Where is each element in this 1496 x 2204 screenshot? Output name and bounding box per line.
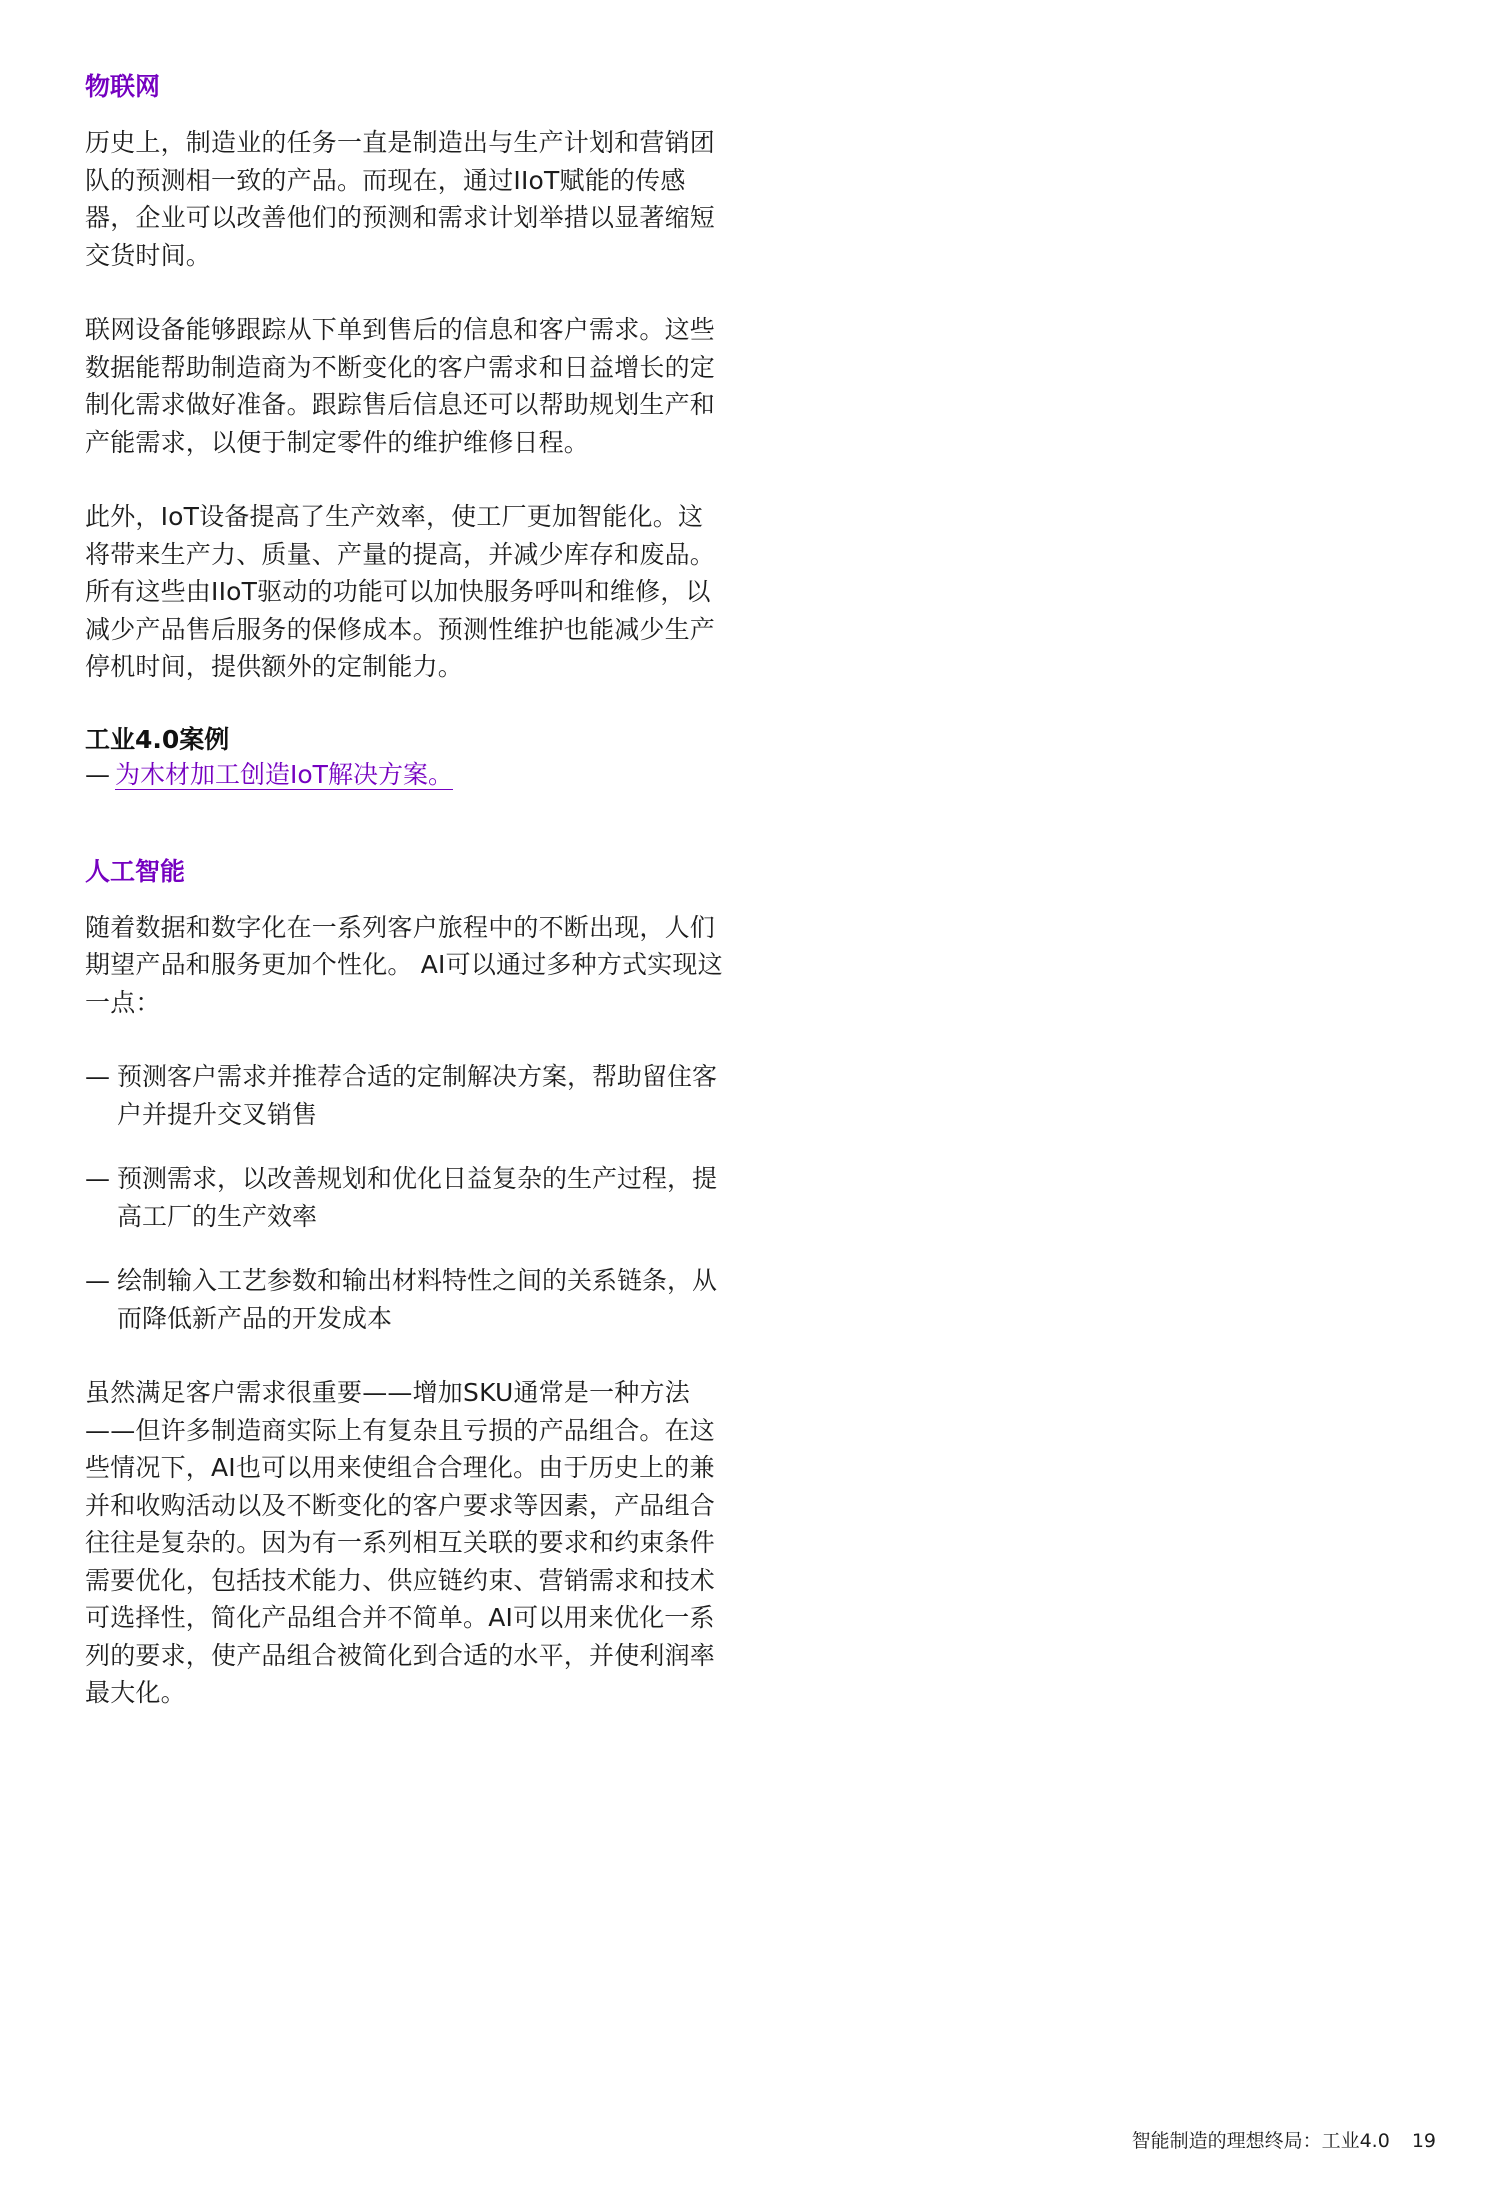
page-number: 19 — [1411, 2130, 1436, 2152]
bullet-dash: — — [85, 1266, 110, 1295]
list-item — [85, 1160, 725, 1235]
bullet-text: 绘制输入工艺参数和输出材料特性之间的关系链条，从而降低新产品的开发成本 — [117, 1266, 718, 1333]
iot-paragraph-1: 历史上，制造业的任务一直是制造出与生产计划和营销团队的预测相一致的产品。而现在，通过IIoT赋能的传感器，企业可以改善他们的预测和需求计划举措以显著缩短交货时间。 — [85, 128, 716, 270]
list-item — [85, 1058, 725, 1133]
bullet-dash: — — [85, 1062, 110, 1091]
footer-title: 智能制造的理想终局：工业4.0 — [1131, 2130, 1390, 2152]
ai-bullet-list — [85, 1058, 725, 1337]
bullet-text: 预测客户需求并推荐合适的定制解决方案，帮助留住客户并提升交叉销售 — [117, 1062, 718, 1129]
iot-paragraph-2: 联网设备能够跟踪从下单到售后的信息和客户需求。这些数据能帮助制造商为不断变化的客户需求和日益增长的定制化需求做好准备。跟踪售后信息还可以帮助规划生产和产能需求，以便于制定零件的维护维修日程。 — [85, 315, 716, 457]
list-item — [85, 1262, 725, 1337]
ai-closing-paragraph: 虽然满足客户需求很重要——增加SKU通常是一种方法——但许多制造商实际上有复杂且亏损的产品组合。在这些情况下，AI也可以用来使组合合理化。由于历史上的兼并和收购活动以及不断变化的客户要求等因素，产品组合往往是复杂的。因为有一系列相互关联的要求和约束条件需要优化，包括技术能力、供应链约束、营销需求和技术可选择性，简化产品组合并不简单。AI可以用来优化一系列的要求，使产品组合被简化到合适的水平，并使利润率最大化。 — [85, 1378, 716, 1707]
case-study-title: 工业4.0案例 — [85, 724, 230, 754]
section-heading-ai: 人工智能 — [85, 856, 186, 886]
bullet-text: 预测需求，以改善规划和优化日益复杂的生产过程，提高工厂的生产效率 — [117, 1164, 718, 1231]
case-study-link-row — [85, 757, 725, 793]
main-column — [85, 70, 725, 1749]
page-footer — [1132, 2128, 1436, 2154]
case-study-link[interactable]: 为木材加工创造IoT解决方案。 — [115, 759, 453, 789]
bullet-dash: — — [85, 1164, 110, 1193]
iot-paragraph-3: 此外，IoT设备提高了生产效率，使工厂更加智能化。这将带来生产力、质量、产量的提高，并减少库存和废品。所有这些由IIoT驱动的功能可以加快服务呼叫和维修，以减少产品售后服务的保修成本。预测性维护也能减少生产停机时间，提供额外的定制能力。 — [85, 502, 716, 681]
case-dash: — — [85, 759, 110, 789]
ai-intro-paragraph: 随着数据和数字化在一系列客户旅程中的不断出现，人们期望产品和服务更加个性化。 AI可以通过多种方式实现这一点： — [85, 912, 723, 1017]
section-heading-iot: 物联网 — [85, 72, 161, 101]
